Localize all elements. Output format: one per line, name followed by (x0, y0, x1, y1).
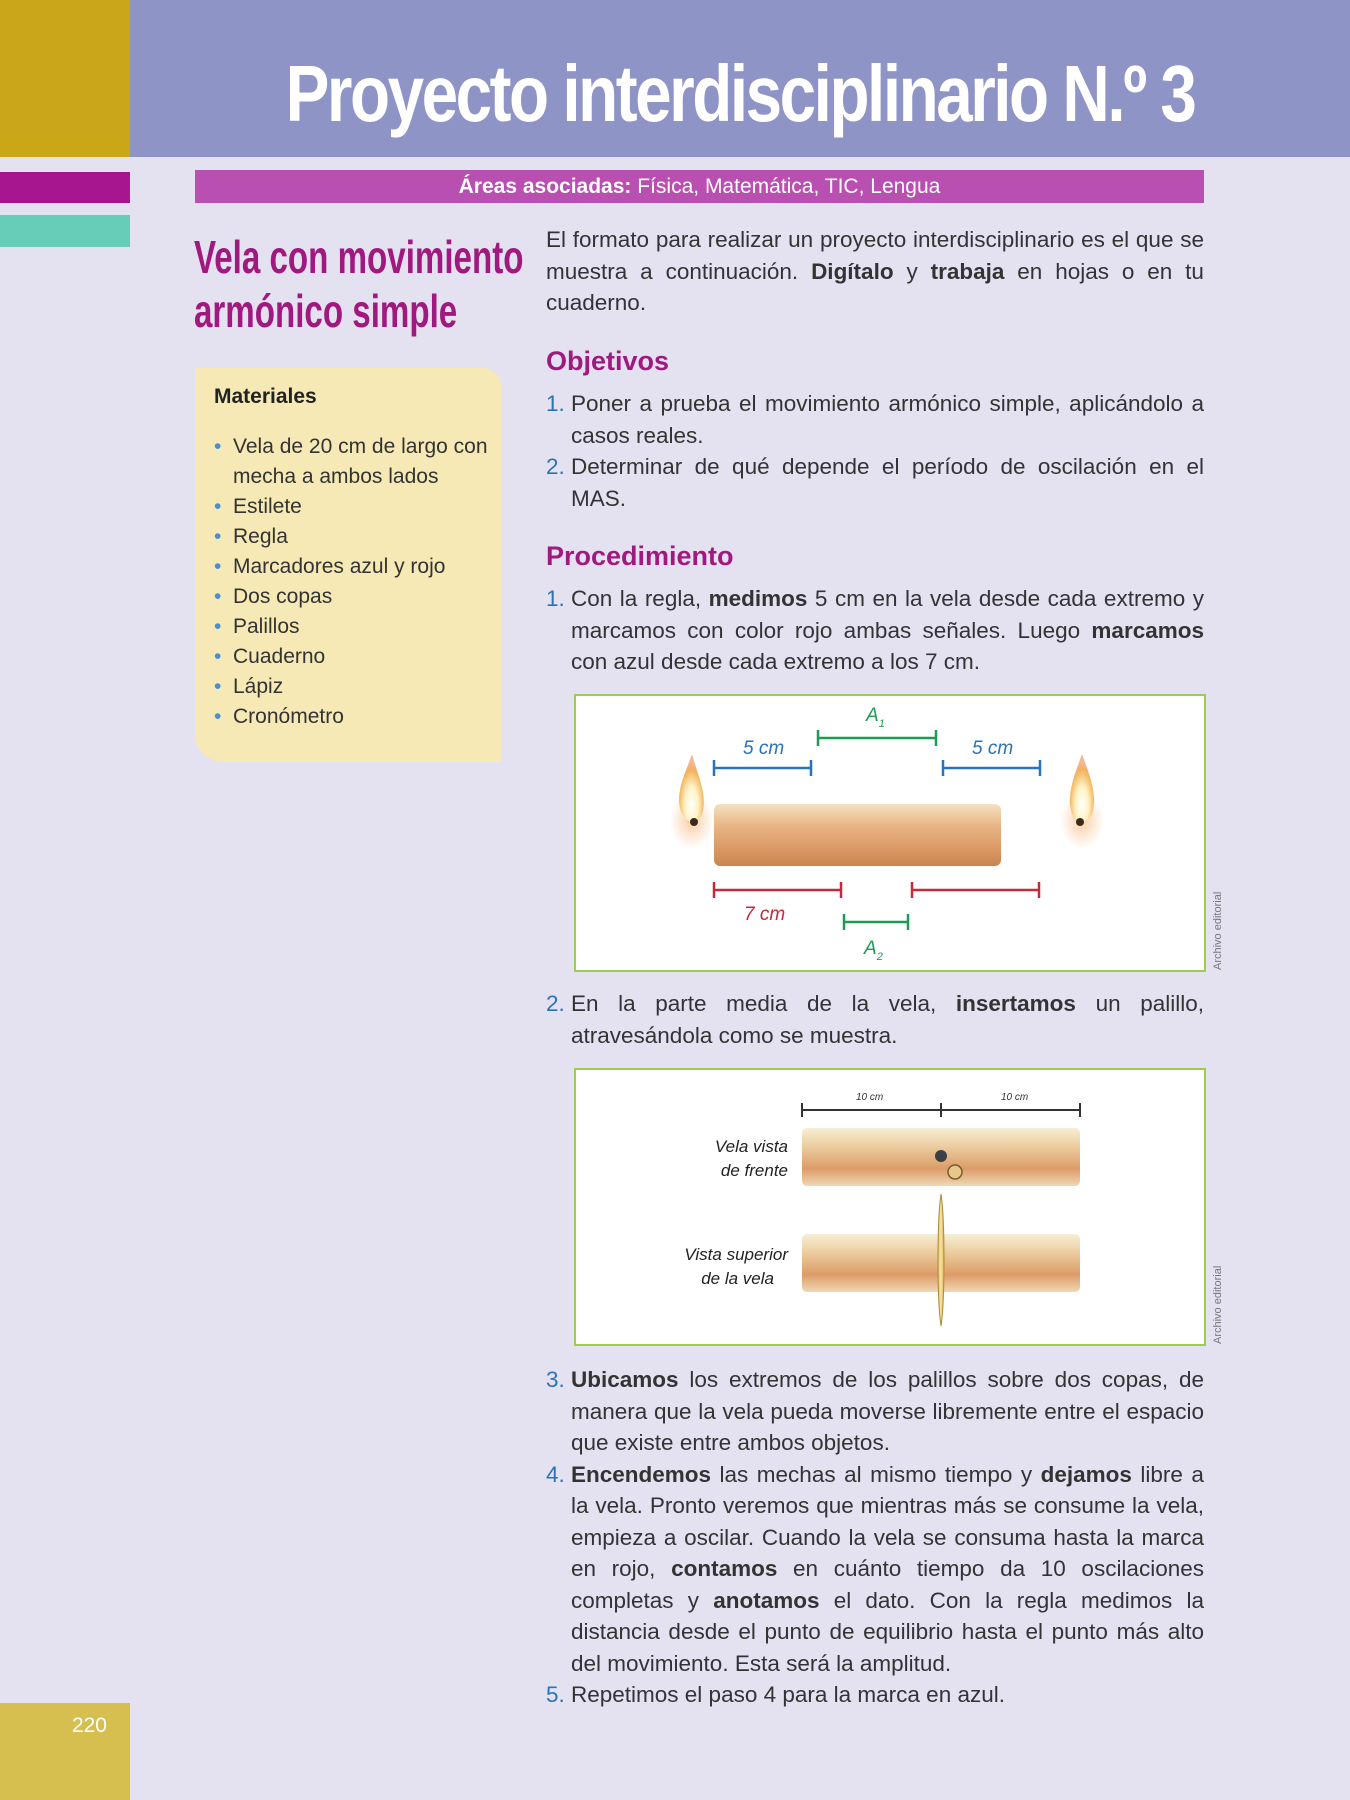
step-bold: Encendemos (571, 1461, 712, 1487)
procedure-step (546, 1364, 1204, 1459)
material-item: • Lápiz (214, 672, 494, 702)
objectives-list (546, 388, 1204, 514)
procedure-step-list (546, 988, 1204, 1051)
dim-left-label: 10 cm (856, 1092, 884, 1103)
step-number: 4. (546, 1461, 565, 1487)
intro-bold-digitalo: Digítalo (811, 258, 894, 284)
dim-right-label: 10 cm (1001, 1092, 1029, 1103)
material-item: • Vela de 20 cm de largo con mecha a ambos lados (214, 432, 494, 492)
a2-dimension-line (844, 914, 908, 930)
intro-text: y (906, 258, 918, 284)
objective-item (546, 388, 1204, 451)
step-text: las mechas al mismo tiempo y (719, 1461, 1033, 1487)
areas-value: Física, Matemática, TIC, Lengua (637, 175, 941, 198)
toothpick-icon (938, 1194, 944, 1326)
intro-bold-trabaja: trabaja (930, 258, 1005, 284)
procedure-step-list (546, 1364, 1204, 1711)
procedure-step (546, 583, 1204, 678)
corner-tab (0, 0, 130, 157)
materials-list (214, 432, 494, 732)
material-item: • Cronómetro (214, 702, 494, 732)
side-stripe-magenta (0, 172, 130, 203)
step-bold: contamos (671, 1556, 778, 1581)
step-text: un palillo, atravesándola como se muestra. (571, 991, 1204, 1048)
candle-marks-diagram (576, 696, 1204, 970)
a1-dimension-line (818, 730, 936, 746)
step-bold: anotamos (713, 1587, 820, 1613)
project-subtitle (194, 230, 524, 338)
objective-text: Poner a prueba el movimiento armónico simple, aplicándolo a casos reales. (571, 391, 1204, 448)
left-flame-icon (670, 754, 714, 849)
top-view-label-line-2: de la vela (701, 1269, 774, 1288)
step-number: 2. (546, 991, 565, 1016)
subtitle-line-2: armónico simple (194, 285, 458, 337)
areas-label: Áreas asociadas: (458, 175, 632, 198)
candle-body (714, 804, 1001, 866)
candle-toothpick-diagram (576, 1070, 1204, 1344)
objectives-heading: Objetivos (546, 346, 670, 376)
step-text: Con la regla, (571, 586, 702, 611)
material-item: • Marcadores azul y rojo (214, 552, 494, 582)
left-7cm-dimension-line (714, 882, 841, 898)
a2-label: $A_2$ (864, 938, 883, 963)
step-bold: medimos (708, 586, 808, 611)
associated-areas-bar (195, 170, 1204, 203)
intro-text: en hojas o en tu cuaderno. (546, 258, 1204, 315)
top-view-label-line-1: Vista superior (684, 1245, 788, 1264)
procedure-step (546, 988, 1204, 1051)
step-number: 1. (546, 586, 565, 611)
step-text: el dato. Con la regla medimos la distancia desde el punto de equilibrio hasta el punto más alto del movimiento. Esta será la amplitud. (571, 1587, 1204, 1676)
page-title: Proyecto interdisciplinario N.º 3 (285, 49, 1195, 138)
step-text: en cuánto tiempo da 10 oscilaciones completas y (571, 1556, 1204, 1613)
right-flame-icon (1060, 754, 1104, 849)
front-view-label-line-2: de frente (720, 1161, 788, 1180)
candle-marks-figure (574, 694, 1206, 972)
step-text: En la parte media de la vela, (571, 991, 937, 1016)
step-number: 3. (546, 1367, 565, 1392)
material-item: • Cuaderno (214, 642, 494, 672)
step-bold: insertamos (955, 991, 1076, 1016)
page-number: 220 (71, 1714, 107, 1737)
objective-number: 1. (546, 391, 565, 416)
red-7cm-label: 7 cm (744, 904, 786, 925)
procedure-step (546, 1679, 1204, 1711)
procedure-heading: Procedimiento (546, 541, 734, 571)
intro-text: El formato para realizar un proyecto interdisciplinario es el que se muestra a continuación. (546, 227, 1204, 284)
materials-title: Materiales (214, 385, 317, 408)
objective-number: 2. (546, 454, 565, 479)
figure-credit: Archivo editorial (1212, 1265, 1224, 1344)
a1-label: $A_1$ (866, 705, 885, 730)
intro-paragraph (546, 224, 1204, 319)
procedure-step (546, 1459, 1204, 1680)
hole-mark-icon (935, 1150, 947, 1162)
right-5cm-dimension-line (943, 760, 1040, 776)
left-5cm-dimension-line (714, 760, 811, 776)
right-7cm-dimension-line (912, 882, 1039, 898)
objective-text: Determinar de qué depende el período de oscilación en el MAS. (571, 454, 1204, 511)
material-item: • Regla (214, 522, 494, 552)
step-text: con azul desde cada extremo a los 7 cm. (571, 649, 980, 674)
step-bold: Ubicamos (571, 1367, 679, 1392)
step-bold: marcamos (1091, 617, 1204, 643)
material-item: • Dos copas (214, 582, 494, 612)
figure-credit: Archivo editorial (1212, 891, 1224, 970)
left-5cm-label: 5 cm (743, 738, 785, 759)
step-text: los extremos de los palillos sobre dos copas, de manera que la vela pueda moverse libremente entre el espacio que existe entre ambos objetos. (571, 1367, 1204, 1455)
procedure-step-list (546, 583, 1204, 678)
step-text: 5 cm en la vela desde cada extremo y marcamos con color rojo ambas señales. Luego (571, 586, 1204, 643)
step-text: libre a la vela. Pronto veremos que mientras más se consume la vela, empieza a oscilar. Cuando la vela se consuma hasta la marca en rojo, (571, 1461, 1204, 1581)
toothpick-end-icon (948, 1165, 962, 1179)
material-item: • Estilete (214, 492, 494, 522)
step-text: Repetimos el paso 4 para la marca en azul. (571, 1682, 1005, 1707)
10cm-dimension-line (802, 1103, 1080, 1117)
step-number: 5. (546, 1682, 565, 1707)
candle-toothpick-figure (574, 1068, 1206, 1346)
front-view-label-line-1: Vela vista (714, 1137, 788, 1156)
material-item: • Palillos (214, 612, 494, 642)
right-5cm-label: 5 cm (972, 738, 1014, 759)
step-bold: dejamos (1040, 1461, 1132, 1487)
objective-item (546, 451, 1204, 514)
subtitle-line-1: Vela con movimiento (194, 231, 524, 283)
side-stripe-teal (0, 215, 130, 247)
